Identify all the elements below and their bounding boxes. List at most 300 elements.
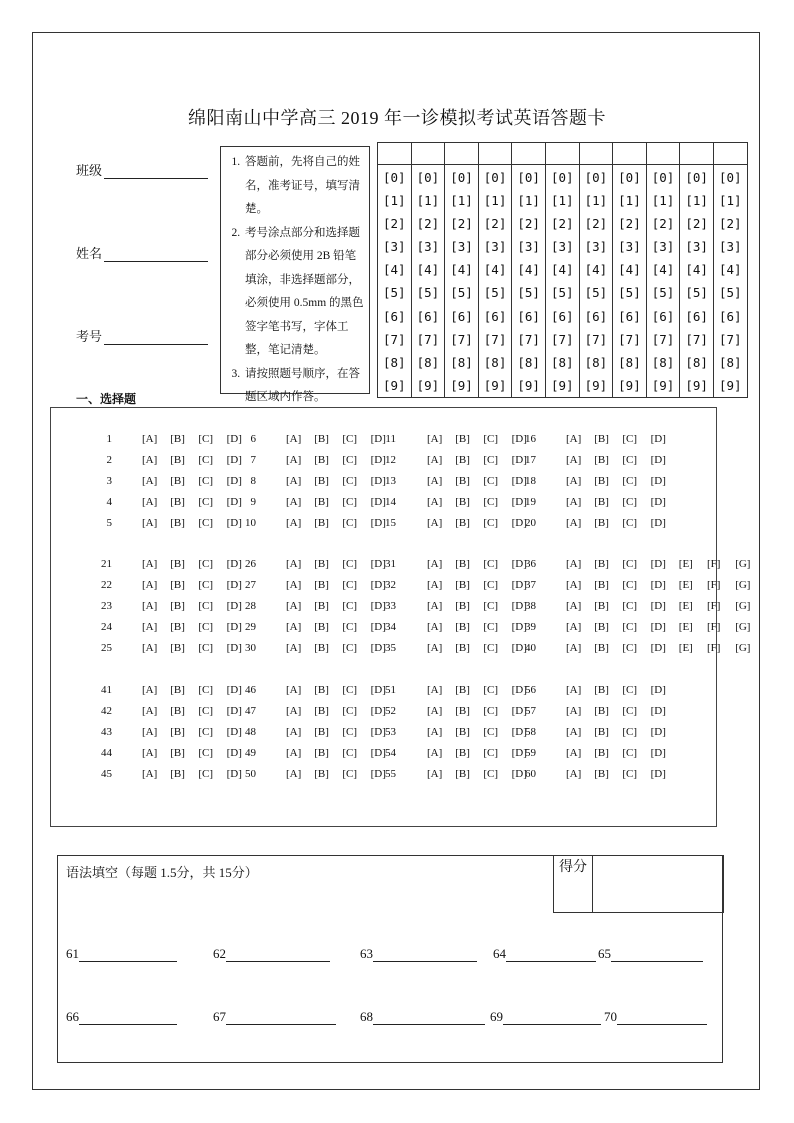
id-digit-bubble[interactable]: [6]	[550, 308, 574, 324]
id-digit-bubble[interactable]: [5]	[383, 285, 406, 301]
id-digit-bubble[interactable]: [2]	[483, 216, 507, 232]
answer-bubble[interactable]: [C]	[198, 747, 214, 759]
answer-bubble[interactable]: [D]	[650, 433, 666, 445]
id-digit-bubble[interactable]: [3]	[416, 239, 440, 255]
answer-bubble[interactable]: [C]	[198, 684, 214, 696]
answer-bubble[interactable]: [C]	[198, 454, 214, 466]
blank-item[interactable]	[213, 1009, 336, 1025]
answer-line[interactable]	[611, 947, 703, 962]
answer-bubble[interactable]: [A]	[566, 726, 582, 738]
id-digit-bubble[interactable]: [2]	[685, 216, 708, 232]
id-digit-bubble[interactable]: [8]	[383, 354, 406, 370]
answer-bubble[interactable]: [B]	[594, 496, 609, 508]
answer-bubble[interactable]: [A]	[142, 642, 158, 654]
answer-bubble[interactable]: [B]	[314, 517, 329, 529]
answer-bubble[interactable]: [D]	[370, 558, 386, 570]
answer-bubble[interactable]: [B]	[594, 600, 609, 612]
answer-bubble[interactable]: [A]	[142, 726, 158, 738]
id-digit-write-cell[interactable]	[478, 143, 512, 165]
id-digit-bubble[interactable]: [7]	[584, 331, 608, 347]
answer-bubble[interactable]: [D]	[370, 517, 386, 529]
id-digit-bubble[interactable]: [0]	[718, 170, 742, 185]
answer-bubble[interactable]: [D]	[226, 600, 242, 612]
id-digit-bubble[interactable]: [0]	[618, 170, 641, 185]
answer-line[interactable]	[226, 947, 330, 962]
answer-bubble[interactable]: [A]	[566, 768, 582, 780]
answer-bubble[interactable]: [D]	[226, 684, 242, 696]
answer-bubble[interactable]: [C]	[198, 705, 214, 717]
id-digit-bubble[interactable]: [4]	[416, 262, 440, 278]
answer-bubble[interactable]: [A]	[566, 433, 582, 445]
answer-bubble[interactable]: [A]	[286, 475, 302, 487]
answer-line[interactable]	[79, 947, 177, 962]
answer-bubble[interactable]: [B]	[314, 454, 329, 466]
answer-bubble[interactable]: [B]	[455, 726, 470, 738]
id-digit-write-cell[interactable]	[411, 143, 445, 165]
answer-bubble[interactable]: [D]	[650, 726, 666, 738]
answer-bubble[interactable]: [C]	[198, 558, 214, 570]
id-digit-bubble[interactable]: [3]	[685, 239, 708, 255]
answer-bubble[interactable]: [A]	[566, 475, 582, 487]
blank-item[interactable]	[490, 1009, 601, 1025]
answer-bubble[interactable]: [D]	[226, 579, 242, 591]
answer-bubble[interactable]: [C]	[342, 454, 358, 466]
answer-bubble[interactable]: [B]	[594, 705, 609, 717]
id-digit-bubble[interactable]: [9]	[383, 377, 406, 393]
answer-bubble[interactable]: [B]	[455, 475, 470, 487]
answer-line[interactable]	[617, 1010, 707, 1025]
answer-bubble[interactable]: [B]	[594, 454, 609, 466]
id-digit-bubble[interactable]: [0]	[416, 170, 440, 185]
id-digit-bubble[interactable]: [5]	[584, 285, 608, 301]
answer-bubble[interactable]: [D]	[226, 747, 242, 759]
id-digit-bubble[interactable]: [0]	[685, 170, 708, 185]
id-digit-bubble[interactable]: [7]	[651, 331, 675, 347]
id-digit-bubble[interactable]: [5]	[618, 285, 641, 301]
answer-bubble[interactable]: [B]	[314, 496, 329, 508]
answer-bubble[interactable]: [B]	[170, 621, 185, 633]
answer-bubble[interactable]: [A]	[427, 684, 443, 696]
answer-bubble[interactable]: [A]	[286, 454, 302, 466]
answer-bubble[interactable]: [D]	[226, 517, 242, 529]
id-digit-bubble[interactable]: [0]	[383, 170, 406, 185]
answer-bubble[interactable]: [C]	[342, 768, 358, 780]
id-digit-bubble[interactable]: [4]	[618, 262, 641, 278]
answer-bubble[interactable]: [B]	[170, 475, 185, 487]
answer-bubble[interactable]: [D]	[370, 496, 386, 508]
answer-bubble[interactable]: [A]	[142, 747, 158, 759]
answer-bubble[interactable]: [D]	[650, 517, 666, 529]
name-field[interactable]	[76, 243, 208, 262]
answer-bubble[interactable]: [C]	[483, 579, 499, 591]
answer-bubble[interactable]: [C]	[483, 558, 499, 570]
id-digit-bubble[interactable]: [6]	[651, 308, 675, 324]
id-digit-bubble[interactable]: [2]	[718, 216, 742, 232]
answer-bubble[interactable]: [B]	[594, 642, 609, 654]
answer-bubble[interactable]: [C]	[198, 433, 214, 445]
answer-bubble[interactable]: [D]	[650, 600, 666, 612]
id-digit-bubble[interactable]: [2]	[450, 216, 473, 232]
answer-bubble[interactable]: [B]	[455, 600, 470, 612]
id-digit-bubble[interactable]: [2]	[383, 216, 406, 232]
answer-bubble[interactable]: [C]	[622, 642, 638, 654]
id-digit-bubble[interactable]: [5]	[550, 285, 574, 301]
answer-bubble[interactable]: [A]	[142, 621, 158, 633]
id-digit-bubble[interactable]: [4]	[718, 262, 742, 278]
id-digit-write-cell[interactable]	[579, 143, 613, 165]
answer-bubble[interactable]: [C]	[622, 600, 638, 612]
id-digit-bubble[interactable]: [5]	[718, 285, 742, 301]
id-digit-write-cell[interactable]	[512, 143, 546, 165]
answer-bubble[interactable]: [A]	[286, 496, 302, 508]
answer-bubble[interactable]: [B]	[314, 747, 329, 759]
class-field[interactable]	[76, 160, 208, 179]
answer-bubble[interactable]: [B]	[594, 621, 609, 633]
id-digit-write-cell[interactable]	[680, 143, 714, 165]
id-digit-bubble[interactable]: [1]	[383, 193, 406, 209]
answer-bubble[interactable]: [B]	[455, 517, 470, 529]
answer-bubble[interactable]: [D]	[511, 747, 527, 759]
answer-bubble[interactable]: [C]	[342, 475, 358, 487]
answer-bubble[interactable]: [A]	[286, 726, 302, 738]
id-digit-bubble[interactable]: [2]	[584, 216, 608, 232]
answer-bubble[interactable]: [A]	[427, 517, 443, 529]
answer-bubble[interactable]: [C]	[342, 684, 358, 696]
answer-bubble[interactable]: [B]	[314, 642, 329, 654]
answer-bubble[interactable]: [D]	[650, 768, 666, 780]
id-digit-bubble[interactable]: [8]	[685, 354, 708, 370]
id-digit-bubble[interactable]: [1]	[718, 193, 742, 209]
blank-item[interactable]	[66, 946, 177, 962]
answer-bubble[interactable]: [B]	[314, 600, 329, 612]
id-digit-bubble[interactable]: [6]	[416, 308, 440, 324]
answer-bubble[interactable]: [A]	[566, 621, 582, 633]
answer-bubble[interactable]: [D]	[650, 642, 666, 654]
answer-bubble[interactable]: [A]	[566, 600, 582, 612]
id-digit-bubble[interactable]: [0]	[651, 170, 675, 185]
answer-bubble[interactable]: [B]	[314, 705, 329, 717]
answer-bubble[interactable]: [G]	[735, 558, 751, 570]
answer-bubble[interactable]: [D]	[511, 684, 527, 696]
answer-bubble[interactable]: [D]	[650, 747, 666, 759]
answer-bubble[interactable]: [D]	[511, 726, 527, 738]
answer-bubble[interactable]: [A]	[286, 705, 302, 717]
answer-bubble[interactable]: [C]	[198, 600, 214, 612]
answer-bubble[interactable]: [D]	[650, 705, 666, 717]
answer-bubble[interactable]: [A]	[566, 579, 582, 591]
answer-bubble[interactable]: [D]	[511, 705, 527, 717]
answer-bubble[interactable]: [B]	[455, 705, 470, 717]
id-digit-bubble[interactable]: [1]	[651, 193, 675, 209]
answer-bubble[interactable]: [C]	[342, 621, 358, 633]
answer-bubble[interactable]: [F]	[707, 579, 721, 591]
id-digit-bubble[interactable]: [1]	[483, 193, 507, 209]
answer-bubble[interactable]: [C]	[198, 496, 214, 508]
answer-bubble[interactable]: [D]	[511, 621, 527, 633]
answer-bubble[interactable]: [D]	[511, 517, 527, 529]
answer-bubble[interactable]: [D]	[370, 747, 386, 759]
answer-bubble[interactable]: [B]	[594, 558, 609, 570]
blank-item[interactable]	[213, 946, 330, 962]
id-digit-bubble[interactable]: [7]	[718, 331, 742, 347]
answer-bubble[interactable]: [C]	[622, 433, 638, 445]
answer-bubble[interactable]: [B]	[170, 705, 185, 717]
answer-bubble[interactable]: [D]	[370, 768, 386, 780]
answer-bubble[interactable]: [A]	[286, 579, 302, 591]
answer-bubble[interactable]: [B]	[170, 558, 185, 570]
id-digit-bubble[interactable]: [2]	[517, 216, 540, 232]
answer-bubble[interactable]: [B]	[594, 747, 609, 759]
answer-bubble[interactable]: [G]	[735, 579, 751, 591]
answer-bubble[interactable]: [D]	[226, 475, 242, 487]
answer-bubble[interactable]: [C]	[483, 684, 499, 696]
answer-bubble[interactable]: [C]	[483, 454, 499, 466]
answer-bubble[interactable]: [D]	[511, 454, 527, 466]
id-digit-bubble[interactable]: [6]	[618, 308, 641, 324]
answer-bubble[interactable]: [E]	[678, 579, 693, 591]
id-digit-bubble[interactable]: [3]	[517, 239, 540, 255]
id-digit-bubble[interactable]: [2]	[651, 216, 675, 232]
id-digit-bubble[interactable]: [9]	[618, 377, 641, 393]
answer-bubble[interactable]: [B]	[314, 621, 329, 633]
answer-bubble[interactable]: [B]	[594, 579, 609, 591]
answer-bubble[interactable]: [A]	[427, 642, 443, 654]
answer-bubble[interactable]: [E]	[678, 642, 693, 654]
answer-bubble[interactable]: [B]	[314, 684, 329, 696]
answer-bubble[interactable]: [G]	[735, 642, 751, 654]
id-digit-write-cell[interactable]	[613, 143, 647, 165]
answer-bubble[interactable]: [D]	[226, 642, 242, 654]
answer-bubble[interactable]: [B]	[594, 684, 609, 696]
answer-bubble[interactable]: [A]	[286, 558, 302, 570]
answer-bubble[interactable]: [D]	[511, 433, 527, 445]
answer-bubble[interactable]: [C]	[483, 496, 499, 508]
answer-bubble[interactable]: [B]	[314, 579, 329, 591]
answer-bubble[interactable]: [A]	[286, 600, 302, 612]
id-digit-bubble[interactable]: [3]	[483, 239, 507, 255]
answer-bubble[interactable]: [D]	[650, 684, 666, 696]
answer-bubble[interactable]: [D]	[650, 454, 666, 466]
answer-bubble[interactable]: [B]	[170, 747, 185, 759]
answer-bubble[interactable]: [D]	[370, 726, 386, 738]
answer-bubble[interactable]: [D]	[511, 642, 527, 654]
answer-bubble[interactable]: [D]	[511, 496, 527, 508]
answer-bubble[interactable]: [A]	[142, 600, 158, 612]
answer-line[interactable]	[506, 947, 596, 962]
id-digit-bubble[interactable]: [4]	[517, 262, 540, 278]
answer-bubble[interactable]: [D]	[370, 600, 386, 612]
answer-bubble[interactable]: [C]	[483, 517, 499, 529]
id-digit-write-cell[interactable]	[378, 143, 412, 165]
answer-bubble[interactable]: [B]	[455, 768, 470, 780]
id-digit-bubble[interactable]: [1]	[416, 193, 440, 209]
id-digit-bubble[interactable]: [4]	[450, 262, 473, 278]
answer-bubble[interactable]: [C]	[483, 475, 499, 487]
answer-bubble[interactable]: [A]	[566, 454, 582, 466]
id-digit-bubble[interactable]: [7]	[450, 331, 473, 347]
id-digit-bubble[interactable]: [7]	[416, 331, 440, 347]
name-input-line[interactable]	[104, 247, 208, 262]
answer-bubble[interactable]: [C]	[622, 747, 638, 759]
answer-bubble[interactable]: [D]	[370, 433, 386, 445]
answer-bubble[interactable]: [C]	[198, 726, 214, 738]
answer-line[interactable]	[79, 1010, 177, 1025]
answer-bubble[interactable]: [D]	[511, 579, 527, 591]
answer-bubble[interactable]: [A]	[427, 433, 443, 445]
exam-number-field[interactable]	[76, 326, 208, 345]
id-digit-bubble[interactable]: [6]	[685, 308, 708, 324]
answer-bubble[interactable]: [B]	[455, 433, 470, 445]
answer-bubble[interactable]: [B]	[170, 496, 185, 508]
answer-bubble[interactable]: [B]	[594, 726, 609, 738]
answer-bubble[interactable]: [B]	[314, 558, 329, 570]
answer-bubble[interactable]: [A]	[427, 579, 443, 591]
answer-bubble[interactable]: [B]	[170, 579, 185, 591]
answer-bubble[interactable]: [C]	[483, 433, 499, 445]
answer-bubble[interactable]: [A]	[427, 705, 443, 717]
id-digit-bubble[interactable]: [3]	[383, 239, 406, 255]
id-digit-bubble[interactable]: [4]	[651, 262, 675, 278]
id-digit-bubble[interactable]: [6]	[584, 308, 608, 324]
answer-bubble[interactable]: [B]	[170, 726, 185, 738]
answer-bubble[interactable]: [D]	[370, 579, 386, 591]
answer-bubble[interactable]: [E]	[678, 600, 693, 612]
id-digit-bubble[interactable]: [9]	[718, 377, 742, 393]
answer-bubble[interactable]: [A]	[566, 517, 582, 529]
answer-bubble[interactable]: [C]	[342, 600, 358, 612]
answer-bubble[interactable]: [A]	[566, 558, 582, 570]
answer-bubble[interactable]: [C]	[483, 600, 499, 612]
answer-bubble[interactable]: [C]	[483, 642, 499, 654]
answer-bubble[interactable]: [C]	[622, 705, 638, 717]
id-digit-bubble[interactable]: [1]	[584, 193, 608, 209]
answer-bubble[interactable]: [B]	[170, 454, 185, 466]
id-digit-bubble[interactable]: [4]	[685, 262, 708, 278]
answer-bubble[interactable]: [A]	[566, 642, 582, 654]
id-digit-bubble[interactable]: [1]	[517, 193, 540, 209]
answer-bubble[interactable]: [B]	[594, 768, 609, 780]
blank-item[interactable]	[360, 946, 477, 962]
id-digit-bubble[interactable]: [7]	[550, 331, 574, 347]
answer-bubble[interactable]: [D]	[650, 475, 666, 487]
id-digit-bubble[interactable]: [8]	[517, 354, 540, 370]
id-digit-bubble[interactable]: [8]	[718, 354, 742, 370]
answer-bubble[interactable]: [C]	[342, 433, 358, 445]
id-digit-bubble[interactable]: [6]	[517, 308, 540, 324]
answer-bubble[interactable]: [B]	[455, 684, 470, 696]
answer-bubble[interactable]: [D]	[226, 496, 242, 508]
id-digit-write-cell[interactable]	[646, 143, 680, 165]
answer-bubble[interactable]: [B]	[455, 579, 470, 591]
answer-bubble[interactable]: [B]	[455, 747, 470, 759]
answer-bubble[interactable]: [C]	[483, 768, 499, 780]
id-digit-bubble[interactable]: [6]	[718, 308, 742, 324]
answer-line[interactable]	[373, 1010, 485, 1025]
id-digit-write-cell[interactable]	[713, 143, 747, 165]
id-digit-bubble[interactable]: [6]	[383, 308, 406, 324]
answer-bubble[interactable]: [C]	[622, 517, 638, 529]
answer-bubble[interactable]: [C]	[342, 747, 358, 759]
answer-bubble[interactable]: [F]	[707, 600, 721, 612]
answer-bubble[interactable]: [C]	[342, 726, 358, 738]
answer-bubble[interactable]: [D]	[650, 558, 666, 570]
id-digit-bubble[interactable]: [3]	[651, 239, 675, 255]
answer-bubble[interactable]: [E]	[678, 558, 693, 570]
answer-bubble[interactable]: [C]	[483, 726, 499, 738]
id-digit-bubble[interactable]: [3]	[584, 239, 608, 255]
id-digit-bubble[interactable]: [1]	[618, 193, 641, 209]
answer-bubble[interactable]: [A]	[427, 600, 443, 612]
answer-bubble[interactable]: [D]	[370, 454, 386, 466]
answer-bubble[interactable]: [A]	[427, 558, 443, 570]
id-digit-bubble[interactable]: [9]	[651, 377, 675, 393]
id-digit-bubble[interactable]: [1]	[550, 193, 574, 209]
answer-bubble[interactable]: [A]	[566, 496, 582, 508]
answer-bubble[interactable]: [A]	[427, 621, 443, 633]
id-digit-bubble[interactable]: [6]	[450, 308, 473, 324]
id-digit-bubble[interactable]: [3]	[718, 239, 742, 255]
answer-bubble[interactable]: [D]	[370, 705, 386, 717]
id-digit-bubble[interactable]: [5]	[517, 285, 540, 301]
answer-bubble[interactable]: [B]	[594, 433, 609, 445]
answer-bubble[interactable]: [D]	[226, 621, 242, 633]
answer-bubble[interactable]: [C]	[198, 642, 214, 654]
id-digit-bubble[interactable]: [0]	[483, 170, 507, 185]
answer-bubble[interactable]: [C]	[622, 496, 638, 508]
answer-bubble[interactable]: [D]	[226, 558, 242, 570]
answer-bubble[interactable]: [B]	[455, 621, 470, 633]
blank-item[interactable]	[598, 946, 703, 962]
id-digit-bubble[interactable]: [7]	[517, 331, 540, 347]
answer-bubble[interactable]: [B]	[455, 642, 470, 654]
id-digit-bubble[interactable]: [0]	[584, 170, 608, 185]
answer-line[interactable]	[503, 1010, 601, 1025]
answer-bubble[interactable]: [B]	[170, 684, 185, 696]
answer-bubble[interactable]: [B]	[170, 600, 185, 612]
answer-bubble[interactable]: [D]	[370, 475, 386, 487]
class-input-line[interactable]	[104, 164, 208, 179]
answer-bubble[interactable]: [B]	[455, 558, 470, 570]
id-digit-bubble[interactable]: [8]	[651, 354, 675, 370]
answer-bubble[interactable]: [D]	[370, 621, 386, 633]
answer-bubble[interactable]: [D]	[226, 726, 242, 738]
id-digit-bubble[interactable]: [7]	[618, 331, 641, 347]
id-digit-bubble[interactable]: [2]	[618, 216, 641, 232]
blank-item[interactable]	[604, 1009, 707, 1025]
id-digit-bubble[interactable]: [4]	[550, 262, 574, 278]
answer-bubble[interactable]: [C]	[198, 621, 214, 633]
id-digit-bubble[interactable]: [9]	[550, 377, 574, 393]
answer-bubble[interactable]: [A]	[286, 517, 302, 529]
answer-bubble[interactable]: [D]	[511, 475, 527, 487]
answer-bubble[interactable]: [G]	[735, 600, 751, 612]
answer-bubble[interactable]: [A]	[286, 433, 302, 445]
answer-bubble[interactable]: [B]	[455, 496, 470, 508]
id-digit-bubble[interactable]: [8]	[618, 354, 641, 370]
answer-bubble[interactable]: [C]	[622, 684, 638, 696]
answer-bubble[interactable]: [C]	[622, 454, 638, 466]
id-digit-bubble[interactable]: [0]	[550, 170, 574, 185]
id-digit-bubble[interactable]: [3]	[450, 239, 473, 255]
answer-bubble[interactable]: [C]	[622, 475, 638, 487]
answer-bubble[interactable]: [D]	[650, 496, 666, 508]
id-digit-bubble[interactable]: [5]	[651, 285, 675, 301]
answer-bubble[interactable]: [B]	[170, 768, 185, 780]
answer-bubble[interactable]: [A]	[286, 621, 302, 633]
id-digit-bubble[interactable]: [5]	[483, 285, 507, 301]
id-digit-bubble[interactable]: [9]	[450, 377, 473, 393]
answer-bubble[interactable]: [D]	[370, 642, 386, 654]
